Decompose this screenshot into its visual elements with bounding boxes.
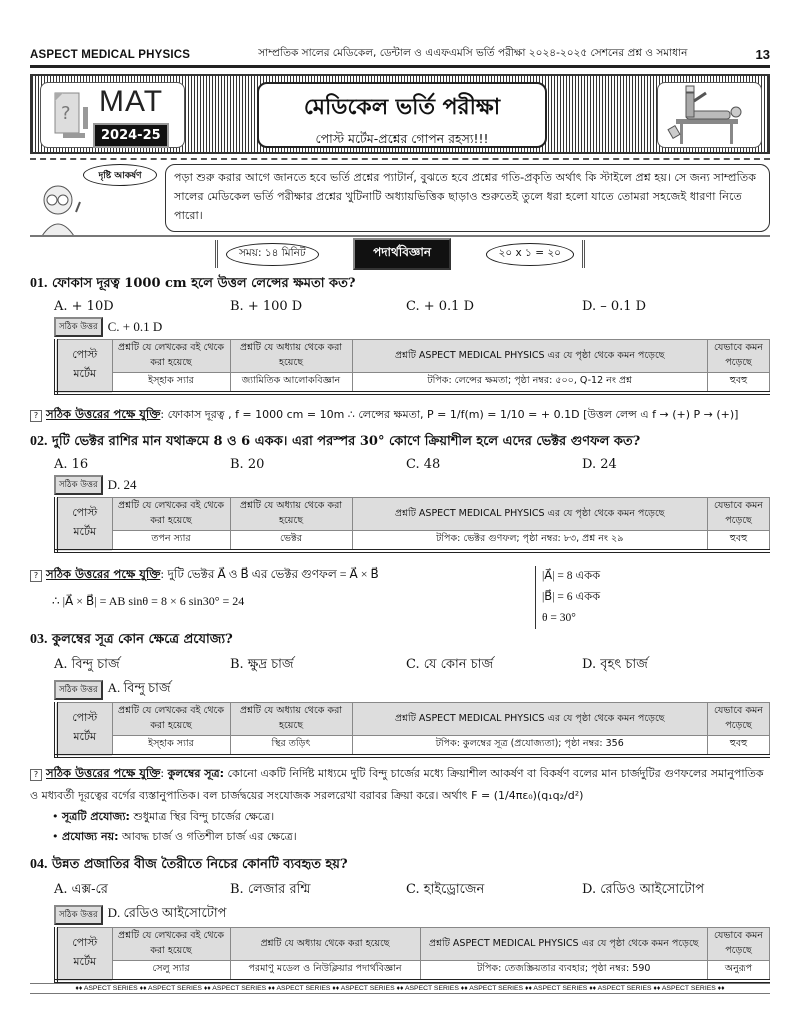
- reason-2: ? সঠিক উত্তরের পক্ষে যুক্তি: দুটি ভেক্টর A⃗ ও B⃗ এর ভেক্টর গুণফল = A⃗ × B⃗ ∴ |A⃗ × B⃗| = AB sinθ = 8 × 6 sin30° = 24: [30, 566, 770, 609]
- correct-answer: [54, 475, 770, 495]
- post-mortem-table: পোস্ট মর্টেম প্রশ্নটি যে লেখকের বই থেকে করা হয়েছে প্রশ্নটি যে অধ্যায় থেকে করা হয়েছে প্রশ্নটি ASPECT MEDICAL PHYSICS এর যে পৃষ্ঠা থেকে কমন পড়েছে যেভাবে কমন পড়েছে ইস্‌হাক স্যার স্থির তড়িৎ টপিক: কুলম্বের সূত্র (প্রযোজ্যতা); পৃষ্ঠা নম্বর: 356 হুবহু: [54, 702, 770, 758]
- page-cell: টপিক: কুলম্বের সূত্র (প্রযোজ্যতা); পৃষ্ঠা নম্বর: 356: [352, 736, 708, 756]
- option-c: C. যে কোন চার্জ: [406, 657, 494, 672]
- option-d: D. বৃহৎ চার্জ: [582, 657, 648, 672]
- question-4: [30, 855, 770, 983]
- mat-year: 2024-25: [93, 123, 169, 148]
- scientist-icon: [30, 178, 90, 238]
- match-cell: অনুরূপ: [708, 961, 770, 981]
- hint-icon: ?: [30, 410, 42, 422]
- chapter-cell: পরমাণু মডেল ও নিউক্লিয়ার পদার্থবিজ্ঞান: [230, 961, 420, 981]
- correct-answer-badge: সঠিক উত্তর: [54, 680, 103, 700]
- reason-1: ? সঠিক উত্তরের পক্ষে যুক্তি: ফোকাস দূরত্ব , f = 1000 cm = 10m ∴ লেন্সের ক্ষমতা, P = 1/f(m) = 1/10 = + 0.1D [উত্তল লেন্স এ f → (+) P → (+)]: [30, 406, 770, 425]
- option-c: C. 48: [406, 457, 441, 472]
- post-mortem-illustration: [657, 82, 762, 148]
- page-header: [30, 44, 770, 68]
- question-1: [30, 274, 770, 395]
- svg-text:?: ?: [61, 103, 71, 124]
- option-d: D. রেডিও আইসোটোপ: [582, 882, 705, 897]
- correct-answer: [54, 317, 770, 337]
- subject-label: পদার্থবিজ্ঞান: [353, 238, 451, 270]
- hint-icon: ?: [30, 769, 42, 781]
- page-number: 13: [755, 47, 770, 62]
- author-cell: তপন স্যার: [112, 531, 230, 551]
- option-a: A. এক্স-রে: [54, 882, 108, 897]
- answer-value: D. রেডিও আইসোটোপ: [107, 905, 227, 920]
- post-mortem-label: পোস্ট মর্টেম: [56, 340, 112, 393]
- attention-bubble: দৃষ্টি আকর্ষণ: [83, 164, 157, 186]
- match-cell: হুবহু: [708, 531, 770, 551]
- banner-tagline: পোস্ট মর্টেম-প্রশ্নের গোপন রহস্য!!!: [315, 131, 489, 146]
- dashed-divider: [30, 158, 770, 160]
- section-header: [215, 240, 585, 268]
- post-mortem-table: পোস্ট মর্টেম প্রশ্নটি যে লেখকের বই থেকে করা হয়েছে প্রশ্নটি যে অধ্যায় থেকে করা হয়েছে প্রশ্নটি ASPECT MEDICAL PHYSICS এর যে পৃষ্ঠা থেকে কমন পড়েছে যেভাবে কমন পড়েছে তপন স্যার ভেক্টর টপিক: ভেক্টর গুণফল; পৃষ্ঠা নম্বর: ৮৩, প্রশ্ন নং ২৯ হুবহু: [54, 497, 770, 553]
- time-pill: সময়: ১৪ মিনিট: [226, 243, 319, 266]
- question-text: 01. ফোকাস দূরত্ব 1000 cm হলে উত্তল লেন্সের ক্ষমতা কত?: [30, 276, 356, 291]
- option-a: A. বিন্দু চার্জ: [54, 657, 120, 672]
- post-mortem-table: পোস্ট মর্টেম প্রশ্নটি যে লেখকের বই থেকে করা হয়েছে প্রশ্নটি যে অধ্যায় থেকে করা হয়েছে প্রশ্নটি ASPECT MEDICAL PHYSICS এর যে পৃষ্ঠা থেকে কমন পড়েছে যেভাবে কমন পড়েছে সেলু স্যার পরমাণু মডেল ও নিউক্লিয়ার পদার্থবিজ্ঞান টপিক: তেজস্ক্রিয়তার ব্যবহার; পৃষ্ঠা নম্বর: 590 অনুরূপ: [54, 927, 770, 983]
- option-b: B. + 100 D: [230, 299, 303, 314]
- option-b: B. লেজার রশ্মি: [230, 882, 311, 897]
- reason-3: ? সঠিক উত্তরের পক্ষে যুক্তি: কুলম্বের সূত্র: কোনো একটি নির্দিষ্ট মাধ্যমে দুটি বিন্দু চার্জের মধ্যে ক্রিয়াশীল আকর্ষণ বা বিকর্ষণ বলের মান চার্জদুটির গুণফলের সমানুপাতিক ও মধ্যবর্তী দূরত্বের বর্গের ব্যস্তানুপাতিক। বল চার্জদ্বয়ের সংযোজক সরলরেখা বরাবর ক্রিয়া করে। অর্থাৎ F = (1/4πε₀)(q₁q₂/d²) • সূত্রটি প্রযোজ্য: শুধুমাত্র স্থির বিন্দু চার্জের ক্ষেত্রে। • প্রযোজ্য নয়: আবদ্ধ চার্জ ও গতিশীল চার্জ এর ক্ষেত্রে।: [30, 762, 770, 847]
- question-text: 04. উন্নত প্রজাতির বীজ তৈরীতে নিচের কোনটি ব্যবহৃত হয়?: [30, 857, 348, 872]
- option-b: B. ক্ষুদ্র চার্জ: [230, 657, 294, 672]
- mat-badge: [40, 82, 185, 148]
- page-cell: টপিক: ভেক্টর গুণফল; পৃষ্ঠা নম্বর: ৮৩, প্রশ্ন নং ২৯: [352, 531, 708, 551]
- header-subtitle: সাম্প্রতিক সালের মেডিকেল, ডেন্টাল ও এএফএমসি ভর্তি পরীক্ষা ২০২৪-২০২৫ সেশনের প্রশ্ন ও সমাধান: [258, 47, 688, 59]
- correct-answer: [54, 679, 770, 700]
- match-cell: হুবহু: [708, 736, 770, 756]
- bullet-item: • প্রযোজ্য নয়: আবদ্ধ চার্জ ও গতিশীল চার্জ এর ক্ষেত্রে।: [52, 830, 297, 843]
- chapter-cell: জ্যামিতিক আলোকবিজ্ঞান: [230, 373, 352, 393]
- footer-series-strip: ♦♦ ASPECT SERIES ♦♦ ASPECT SERIES ♦♦ ASPECT SERIES ♦♦ ASPECT SERIES ♦♦ ASPECT SERIES ♦♦ ASPECT SERIES ♦♦ ASPECT SERIES ♦♦ ASPECT SERIES ♦♦ ASPECT SERIES ♦♦ ASPECT SERIES ♦♦: [30, 983, 770, 994]
- banner: [30, 74, 770, 154]
- option-a: A. 16: [54, 457, 89, 472]
- doctor-operating-icon: [658, 83, 763, 149]
- option-c: C. + 0.1 D: [406, 299, 475, 314]
- question-2: [30, 432, 770, 553]
- options: [54, 880, 770, 901]
- attention-text: পড়া শুরু করার আগে জানতে হবে ভর্তি প্রশ্নের প্যাটার্ন, বুঝতে হবে প্রশ্নের গতি-প্রকৃতি অর্থাৎ কি স্টাইলে প্রশ্ন হয়। সে জন্য সাম্প্রতিক সালের মেডিকেল ভর্তি পরীক্ষার প্রশ্নের খুটিনাটি অধ্যায়ভিত্তিক ছাড়াও শুরুতেই তুলে ধরা হলো যাতে তোমরা সহজেই ধারণা নিতে পারো।: [165, 164, 770, 232]
- question-text: 03. কুলম্বের সূত্র কোন ক্ষেত্রে প্রযোজ্য?: [30, 632, 233, 647]
- reason-text: ফোকাস দূরত্ব , f = 1000 cm = 10m ∴ লেন্সের ক্ষমতা, P = 1/f(m) = 1/10 = + 0.1D [উত্তল লেন্স এ f → (+) P → (+)]: [167, 408, 739, 421]
- answer-value: A. বিন্দু চার্জ: [107, 680, 171, 695]
- page-cell: টপিক: তেজস্ক্রিয়তার ব্যবহার; পৃষ্ঠা নম্বর: 590: [420, 961, 708, 981]
- question-3: [30, 630, 770, 758]
- question-document-icon: [49, 91, 91, 141]
- option-c: C. হাইড্রোজেন: [406, 882, 485, 897]
- hint-icon: ?: [30, 570, 42, 582]
- bullet-item: • সূত্রটি প্রযোজ্য: শুধুমাত্র স্থির বিন্দু চার্জের ক্ষেত্রে।: [52, 810, 275, 823]
- mat-label: MAT: [99, 85, 164, 118]
- option-b: B. 20: [230, 457, 265, 472]
- reason-label: সঠিক উত্তরের পক্ষে যুক্তি: [46, 407, 161, 421]
- options: [54, 299, 770, 314]
- author-cell: ইস্‌হাক স্যার: [112, 373, 230, 393]
- author-cell: ইস্‌হাক স্যার: [112, 736, 230, 756]
- answer-value: C. + 0.1 D: [107, 319, 163, 334]
- banner-title: মেডিকেল ভর্তি পরীক্ষা: [303, 95, 501, 120]
- correct-answer-badge: সঠিক উত্তর: [54, 905, 103, 925]
- brand-name: ASPECT MEDICAL PHYSICS: [30, 48, 191, 61]
- chapter-cell: স্থির তড়িৎ: [230, 736, 352, 756]
- chapter-cell: ভেক্টর: [230, 531, 352, 551]
- options: [54, 655, 770, 676]
- marks-pill: ২০ x ১ = ২০: [486, 243, 574, 266]
- page-cell: টপিক: লেন্সের ক্ষমতা; পৃষ্ঠা নম্বর: ৫০০, Q-12 নং প্রশ্ন: [352, 373, 708, 393]
- correct-answer-badge: সঠিক উত্তর: [54, 475, 103, 495]
- option-d: D. – 0.1 D: [582, 299, 647, 314]
- answer-value: D. 24: [107, 477, 137, 492]
- attention-note: [30, 164, 770, 234]
- correct-answer-badge: সঠিক উত্তর: [54, 317, 103, 337]
- match-cell: হুবহু: [708, 373, 770, 393]
- correct-answer: [54, 904, 770, 925]
- post-mortem-table: পোস্ট মর্টেম প্রশ্নটি যে লেখকের বই থেকে করা হয়েছে প্রশ্নটি যে অধ্যায় থেকে করা হয়েছে প্রশ্নটি ASPECT MEDICAL PHYSICS এর যে পৃষ্ঠা থেকে কমন পড়েছে যেভাবে কমন পড়েছে ইস্‌হাক স্যার জ্যামিতিক আলোকবিজ্ঞান টপিক: লেন্সের ক্ষমতা; পৃষ্ঠা নম্বর: ৫০০, Q-12 নং প্রশ্ন হুবহু: [54, 339, 770, 395]
- option-a: A. + 10D: [54, 299, 114, 314]
- given-values: |A⃗| = 8 একক |B⃗| = 6 একক θ = 30°: [535, 566, 645, 629]
- banner-title-box: [257, 82, 547, 148]
- author-cell: সেলু স্যার: [112, 961, 230, 981]
- question-text: 02. দুটি ভেক্টর রাশির মান যথাক্রমে 8 ও 6 একক। এরা পরস্পর 30° কোণে ক্রিয়াশীল হলে এদের ভেক্টর গুণফল কত?: [30, 434, 641, 449]
- section-divider: [30, 235, 770, 237]
- option-d: D. 24: [582, 457, 617, 472]
- applicability-list: [52, 807, 770, 847]
- options: [54, 457, 770, 472]
